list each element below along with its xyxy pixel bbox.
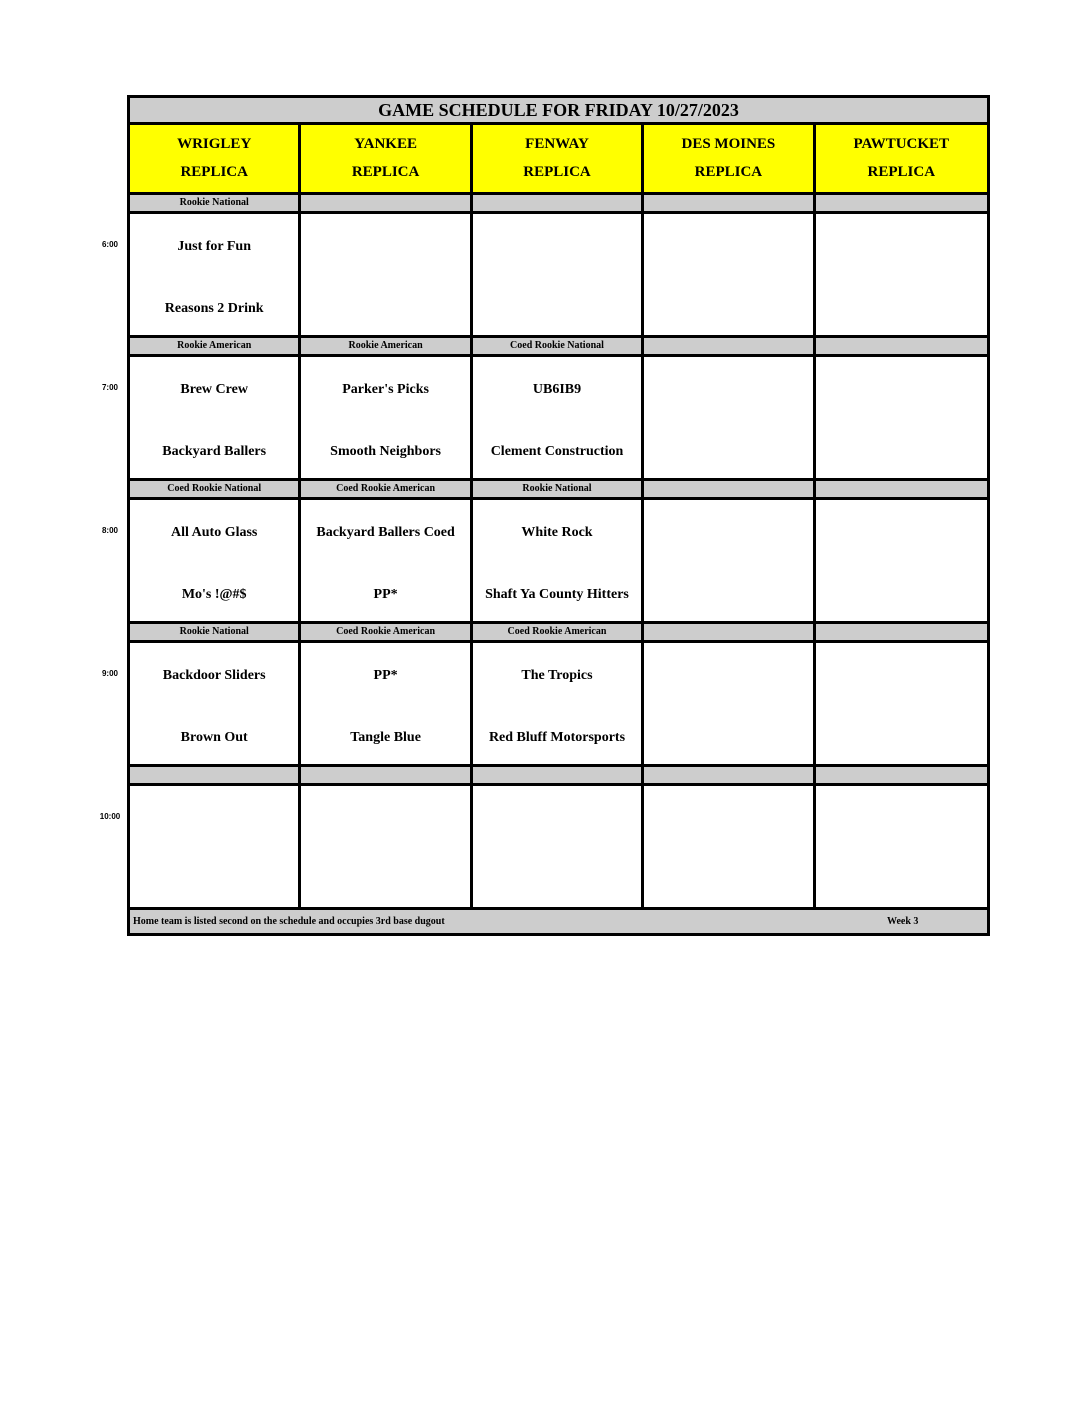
- park-name: FENWAY: [525, 136, 589, 152]
- park-name: YANKEE: [354, 136, 417, 152]
- game-cell: [473, 214, 644, 338]
- park-header-row: [130, 125, 987, 195]
- park-sub: REPLICA: [867, 164, 936, 180]
- division-row: [130, 767, 987, 786]
- game-cell: [644, 500, 815, 624]
- home-team: Smooth Neighbors: [330, 444, 442, 459]
- home-team: Red Bluff Motorsports: [488, 730, 626, 745]
- home-team: Tangle Blue: [350, 730, 421, 745]
- game-cell: [130, 500, 301, 624]
- division-label: [644, 481, 815, 500]
- home-team: Mo's !@#$: [181, 587, 247, 602]
- division-label: Coed Rookie American: [301, 624, 472, 643]
- time-label-7: 7:00: [101, 383, 118, 392]
- division-label: [816, 624, 987, 643]
- home-team-note: Home team is listed second on the schedule and occupies 3rd base dugout: [133, 916, 445, 927]
- away-team: PP*: [373, 668, 398, 683]
- game-cell: [130, 214, 301, 338]
- game-cell: [644, 357, 815, 481]
- division-row: [130, 481, 987, 500]
- division-label: [816, 767, 987, 786]
- park-header: [130, 125, 301, 195]
- time-label-10: 10:00: [99, 812, 121, 821]
- game-row: [130, 643, 987, 767]
- away-team: Just for Fun: [177, 239, 252, 254]
- park-name: DES MOINES: [681, 136, 776, 152]
- division-label: [816, 481, 987, 500]
- game-cell: [816, 500, 987, 624]
- game-row: [130, 214, 987, 338]
- game-row: [130, 357, 987, 481]
- park-sub: REPLICA: [180, 164, 248, 180]
- park-sub: REPLICA: [351, 164, 420, 180]
- park-sub: REPLICA: [694, 164, 763, 180]
- division-label: Rookie National: [130, 195, 301, 214]
- game-cell: [816, 786, 987, 910]
- home-team: Clement Construction: [490, 444, 624, 459]
- division-label: Coed Rookie National: [130, 481, 301, 500]
- division-label: Rookie National: [130, 624, 301, 643]
- home-team: Reasons 2 Drink: [164, 301, 264, 316]
- away-team: UB6IB9: [532, 382, 582, 397]
- division-label: [130, 767, 301, 786]
- division-label: [816, 338, 987, 357]
- week-label: Week 3: [887, 916, 919, 927]
- time-label-8: 8:00: [101, 526, 118, 535]
- home-team: Brown Out: [180, 730, 248, 745]
- game-cell: [301, 786, 472, 910]
- game-cell: [130, 357, 301, 481]
- division-row: [130, 624, 987, 643]
- away-team: Brew Crew: [180, 382, 248, 397]
- division-label: [473, 195, 644, 214]
- game-cell: [473, 643, 644, 767]
- away-team: Backdoor Sliders: [162, 668, 266, 683]
- park-name: PAWTUCKET: [853, 136, 950, 152]
- game-row: [130, 500, 987, 624]
- park-header: [301, 125, 472, 195]
- away-team: Backyard Ballers Coed: [316, 525, 455, 540]
- division-label: [644, 624, 815, 643]
- division-label: Rookie National: [473, 481, 644, 500]
- division-label: Rookie American: [130, 338, 301, 357]
- schedule-sheet: [127, 95, 990, 936]
- time-label-9: 9:00: [101, 669, 118, 678]
- game-row: [130, 786, 987, 910]
- division-label: [473, 767, 644, 786]
- park-header: [473, 125, 644, 195]
- division-row: [130, 338, 987, 357]
- game-cell: [816, 357, 987, 481]
- game-cell: [644, 643, 815, 767]
- away-team: White Rock: [521, 525, 593, 540]
- game-cell: [473, 786, 644, 910]
- division-label: [644, 767, 815, 786]
- game-cell: [473, 500, 644, 624]
- game-cell: [301, 643, 472, 767]
- game-cell: [301, 500, 472, 624]
- home-team: Backyard Ballers: [162, 444, 267, 459]
- division-label: [644, 338, 815, 357]
- game-cell: [644, 786, 815, 910]
- park-sub: REPLICA: [523, 164, 591, 180]
- game-cell: [816, 214, 987, 338]
- away-team: All Auto Glass: [171, 525, 258, 540]
- game-cell: [130, 643, 301, 767]
- time-label-6: 6:00: [101, 240, 118, 249]
- away-team: The Tropics: [521, 668, 593, 683]
- division-label: Rookie American: [301, 338, 472, 357]
- game-cell: [473, 357, 644, 481]
- park-name: WRIGLEY: [177, 136, 252, 152]
- game-cell: [301, 357, 472, 481]
- park-header: [644, 125, 815, 195]
- division-label: [301, 767, 472, 786]
- away-team: Parker's Picks: [342, 382, 429, 397]
- game-cell: [130, 786, 301, 910]
- schedule-title: GAME SCHEDULE FOR FRIDAY 10/27/2023: [130, 98, 987, 125]
- home-team: PP*: [373, 587, 398, 602]
- game-cell: [644, 214, 815, 338]
- division-label: Coed Rookie American: [301, 481, 472, 500]
- division-label: [644, 195, 815, 214]
- division-label: [816, 195, 987, 214]
- division-label: [301, 195, 472, 214]
- game-cell: [816, 643, 987, 767]
- division-label: Coed Rookie National: [473, 338, 644, 357]
- division-row: [130, 195, 987, 214]
- division-label: Coed Rookie American: [473, 624, 644, 643]
- park-header: [816, 125, 987, 195]
- game-cell: [301, 214, 472, 338]
- schedule-footer: [130, 910, 987, 933]
- home-team: Shaft Ya County Hitters: [485, 587, 629, 602]
